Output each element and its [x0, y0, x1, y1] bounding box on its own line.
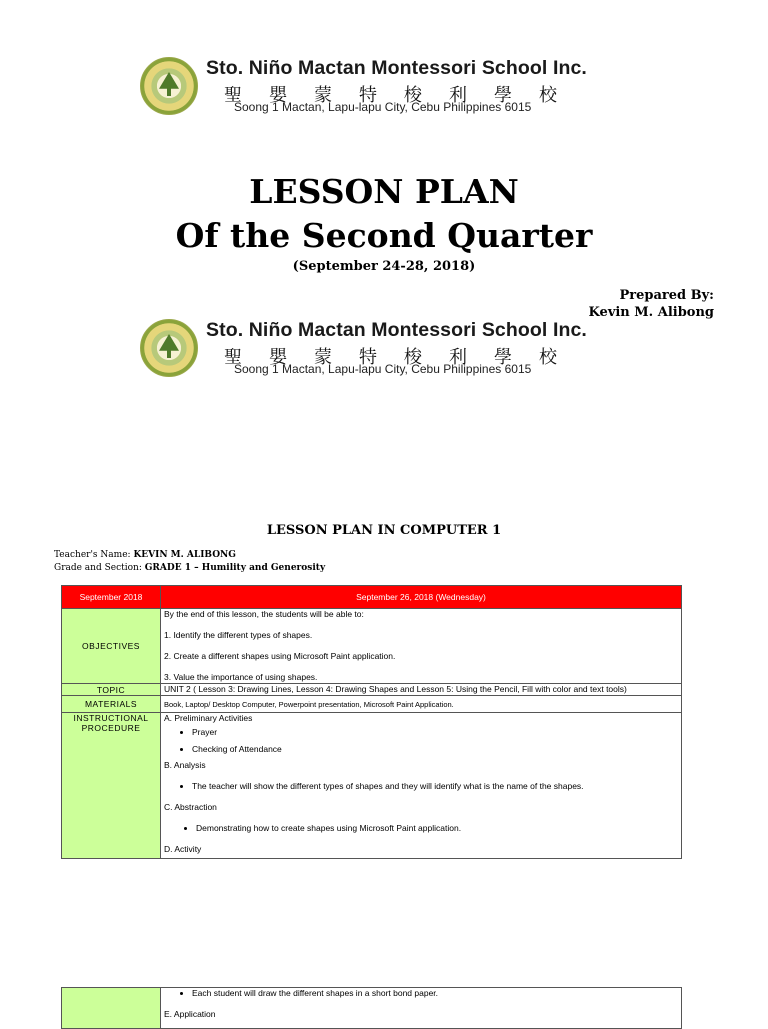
objective-item: 2. Create a different shapes using Microsoft Paint application. — [164, 651, 396, 661]
school-header-top — [140, 57, 640, 117]
section-b-list — [164, 781, 678, 792]
section-d-list — [164, 988, 678, 999]
school-address: Soong 1 Mactan, Lapu-lapu City, Cebu Philippines 6015 — [234, 100, 532, 114]
section-d-heading: D. Activity — [164, 844, 202, 854]
school-address: Soong 1 Mactan, Lapu-lapu City, Cebu Philippines 6015 — [234, 362, 532, 376]
topic-text: UNIT 2 ( Lesson 3: Drawing Lines, Lesson 4: Drawing Shapes and Lesson 5: Using the Pencil, Fill with color and text tools) — [164, 684, 627, 694]
school-chinese-name: 聖 嬰 蒙 特 梭 利 學 校 — [224, 347, 557, 367]
table-header-row — [62, 586, 682, 609]
procedure-cell-continued — [161, 988, 682, 1029]
objective-item: 3. Value the importance of using shapes. — [164, 672, 318, 682]
list-item: • The teacher will show the different types of shapes and they will identify what is the name of the shapes. — [192, 781, 678, 792]
procedure-row — [62, 713, 682, 859]
school-header-second — [140, 319, 640, 379]
section-c-heading: C. Abstraction — [164, 802, 217, 812]
list-item: • Checking of Attendance — [192, 744, 678, 755]
lesson-plan-table — [61, 585, 682, 859]
procedure-label-empty — [62, 988, 161, 1029]
prepared-label: Prepared By: — [619, 288, 714, 303]
teacher-value: KEVIN M. ALIBONG — [133, 550, 236, 560]
prepared-name: Kevin M. Alibong — [588, 305, 714, 320]
objectives-label: OBJECTIVES — [62, 609, 161, 684]
month-cell: September 2018 — [62, 586, 161, 609]
school-chinese-name: 聖 嬰 蒙 特 梭 利 學 校 — [224, 85, 557, 105]
grade-label: Grade and Section: — [54, 563, 142, 573]
section-a-list — [164, 727, 678, 755]
procedure-label: INSTRUCTIONAL PROCEDURE — [62, 713, 161, 859]
section-a-heading: A. Preliminary Activities — [164, 713, 253, 723]
school-name: Sto. Niño Mactan Montessori School Inc. — [206, 57, 587, 79]
section-e-heading: E. Application — [164, 1009, 216, 1019]
materials-text: Book, Laptop/ Desktop Computer, Powerpoint presentation, Microsoft Paint Application. — [164, 699, 454, 709]
objectives-intro: By the end of this lesson, the students will be able to: — [164, 609, 364, 619]
topic-cell — [161, 684, 682, 696]
grade-info — [54, 563, 325, 573]
list-item: • Prayer — [192, 727, 678, 738]
objectives-cell — [161, 609, 682, 684]
materials-row — [62, 696, 682, 713]
materials-label: MATERIALS — [62, 696, 161, 713]
materials-cell — [161, 696, 682, 713]
prepared-by — [589, 287, 714, 321]
school-seal-logo — [140, 57, 198, 115]
teacher-label: Teacher's Name: — [54, 550, 131, 560]
procedure-cell — [161, 713, 682, 859]
teacher-info — [54, 550, 236, 560]
grade-value: GRADE 1 – Humility and Generosity — [144, 563, 326, 573]
list-item: • Demonstrating how to create shapes using Microsoft Paint application. — [196, 823, 678, 834]
doc-dates: (September 24-28, 2018) — [292, 259, 476, 274]
list-item: • Each student will draw the different shapes in a short bond paper. — [192, 988, 678, 999]
date-cell: September 26, 2018 (Wednesday) — [161, 586, 682, 609]
objective-item: 1. Identify the different types of shapes. — [164, 630, 313, 640]
procedure-row-continued — [62, 988, 682, 1029]
doc-title-line2: Of the Second Quarter — [175, 216, 593, 255]
lesson-plan-table-continued — [61, 987, 682, 1029]
section-b-heading: B. Analysis — [164, 760, 206, 770]
section-c-list — [164, 823, 678, 834]
school-seal-logo — [140, 319, 198, 377]
school-name: Sto. Niño Mactan Montessori School Inc. — [206, 319, 587, 341]
topic-label: TOPIC — [62, 684, 161, 696]
doc-title-line1: LESSON PLAN — [249, 172, 519, 211]
topic-row — [62, 684, 682, 696]
objectives-row — [62, 609, 682, 684]
subject-title: LESSON PLAN IN COMPUTER 1 — [266, 523, 502, 538]
